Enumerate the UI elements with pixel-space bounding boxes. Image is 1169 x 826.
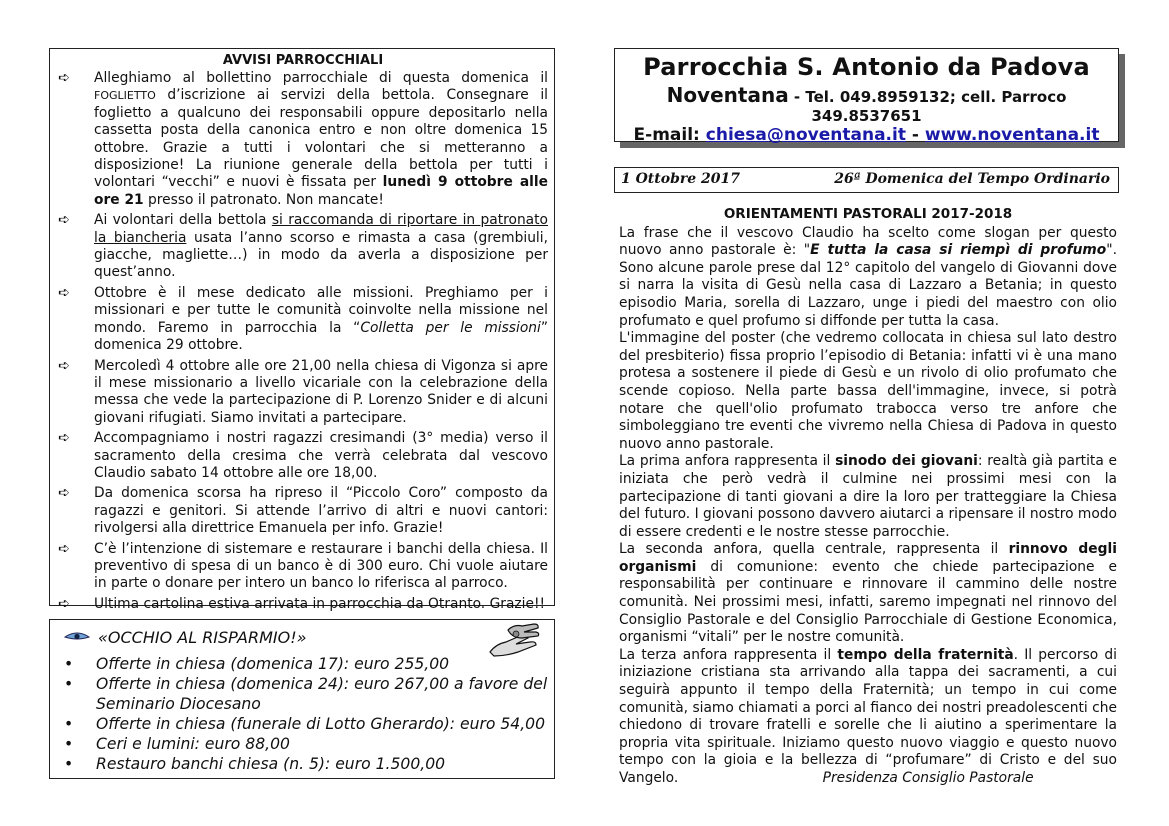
web-line: E-mail: chiesa@noventana.it - www.noventana.it bbox=[633, 125, 1100, 145]
issue-date: 1 Ottobre 2017 bbox=[621, 171, 740, 187]
right-arrow-icon: ➪ bbox=[58, 485, 70, 502]
email-link[interactable]: chiesa@noventana.it bbox=[705, 125, 906, 145]
date-bar bbox=[614, 167, 1119, 193]
eye-icon bbox=[64, 631, 90, 641]
website-link[interactable]: www.noventana.it bbox=[924, 125, 1100, 145]
occhio-header bbox=[58, 626, 548, 654]
avvisi-title: AVVISI PARROCCHIALI bbox=[222, 53, 384, 68]
article-paragraph: La prima anfora rappresenta il sinodo dei giovani: realtà già partita e iniziata che però vedrà il culmine nei prossimi mesi con la partecipazione di tanti giovani a dire la loro per tratteggiare la Chiesa del futuro. I giovani possono davvero aiutarci a ripensare il nostro modo di essere credenti e le nostre stesse parrocchie. bbox=[619, 453, 1117, 540]
right-arrow-icon: ➪ bbox=[58, 357, 70, 374]
right-arrow-icon: ➪ bbox=[58, 284, 70, 301]
occhio-box bbox=[49, 619, 555, 779]
town-name: Noventana bbox=[666, 83, 789, 107]
avvisi-box bbox=[49, 48, 555, 612]
article-signature: Presidenza Consiglio Pastorale bbox=[822, 770, 1034, 786]
list-item: • Ceri e lumini: euro 88,00 bbox=[64, 735, 290, 753]
right-arrow-icon: ➪ bbox=[58, 70, 70, 86]
avviso-item: ➪ Ottobre è il mese dedicato alle missioni. Preghiamo per i missionari e per tutte le comunità coinvolte nella missione nel mondo. Faremo in parrocchia la “Colletta per le missioni” domenica 29 ottobre. bbox=[58, 284, 548, 354]
article-title: ORIENTAMENTI PASTORALI 2017-2018 bbox=[723, 206, 1013, 222]
parish-name: Parrocchia S. Antonio da Padova bbox=[643, 53, 1090, 81]
right-arrow-icon: ➪ bbox=[58, 430, 70, 447]
list-item: • Restauro banchi chiesa (n. 5): euro 1.500,00 bbox=[64, 755, 446, 773]
avviso-item: ➪ Alleghiamo al bollettino parrocchiale di questa domenica il FOGLIETTO d’iscrizione ai servizi della bettola. Consegnare il foglietto a qualcuno dei responsabili oppure depositarlo nella cassetta posta della canonica entro e non oltre domenica 15 ottobre. Grazie a tutti i volontari che si metteranno a disposizione! La riunione generale della bettola per tutti i volontari “vecchi” e nuovi è fissata per lunedì 9 ottobre alle ore 21 presso il patronato. Non mancate! bbox=[58, 70, 548, 208]
parish-header bbox=[614, 48, 1119, 145]
article-paragraph: L'immagine del poster (che vedremo collocata in chiesa sul lato destro del presbiterio) fissa proprio l’episodio di Betania: infatti vi è una mano protesa a sostenere il piede di Gesù e un rivolo di olio profumato che scende copioso. Nella parte bassa dell'immagine, invece, si potrà notare che quell'olio profumato trabocca verso tre anfore che simboleggiano tre eventi che vivremo nella Chiesa di Padova in questo nuovo anno pastorale. bbox=[619, 330, 1117, 452]
avviso-item: ➪ Ai volontari della bettola si raccomanda di riportare in patronato la biancheria usata l’anno scorso e rimasta a casa (grembiuli, giacche, magliette…) in modo da averla a disposizione per quest’anno. bbox=[58, 212, 548, 281]
article-paragraph: La seconda anfora, quella centrale, rappresenta il rinnovo degli organismi di comunione: evento che chiede partecipazione e responsabilità per continuare e rinnovare il cammino delle nostre comunità. Nei prossimi mesi, infatti, saremo impegnati nel rinnovo del Consiglio Pastorale e del Consiglio Parrocchiale di Gestione Economica, organismi “vitali” per le nostre comunità. bbox=[619, 541, 1117, 646]
right-arrow-icon: ➪ bbox=[58, 212, 70, 229]
article bbox=[619, 206, 1117, 788]
avviso-item: ➪ Ultima cartolina estiva arrivata in parrocchia da Otranto. Grazie!! bbox=[58, 595, 546, 612]
occhio-title: «OCCHIO AL RISPARMIO!» bbox=[98, 628, 307, 647]
avviso-item: ➪ C’è l’intenzione di sistemare e restaurare i banchi della chiesa. Il preventivo di spesa di un banco è di 300 euro. Chi vuole aiutare in parte o donare per intero un banco lo riferisca al parroco. bbox=[58, 540, 548, 592]
list-item: • Offerte in chiesa (funerale di Lotto Gherardo): euro 54,00 bbox=[64, 715, 546, 733]
offering-hands-icon bbox=[486, 622, 542, 658]
article-paragraph: La terza anfora rappresenta il tempo della fraternità. Il percorso di iniziazione cristiana sta arrivando alla tappa dei sacramenti, a cui seguirà appunto il tempo della Fraternità; un tempo in cui come comunità, siamo chiamati a porci al fianco dei nostri preadolescenti che chiedono di trovare fratelli e sorelle che li aiutino a sperimentare la propria vita spirituale. Iniziamo questo nuovo viaggio e questo nuovo tempo con la gioia e la bellezza di “profumare” di Cristo e del suo Vangelo. Presidenza Consiglio Pastorale bbox=[619, 646, 1117, 786]
liturgical-sunday: 26ª Domenica del Tempo Ordinario bbox=[834, 171, 1110, 187]
right-arrow-icon: ➪ bbox=[58, 540, 70, 557]
contact-line: Noventana - Tel. 049.8959132; cell. Parroco 349.8537651 bbox=[666, 83, 1067, 125]
right-arrow-icon: ➪ bbox=[58, 595, 70, 612]
avviso-item: ➪ Accompagniamo i nostri ragazzi cresimandi (3° media) verso il sacramento della cresima che verrà celebrata dal vescovo Claudio sabato 14 ottobre alle ore 18,00. bbox=[58, 430, 548, 481]
avviso-item: ➪ Da domenica scorsa ha ripreso il “Piccolo Coro” composto da ragazzi e genitori. Si attende l’arrivo di altri e nuovi cantori: rivolgersi alla direttrice Emanuela per info. Grazie! bbox=[58, 485, 548, 537]
article-paragraph: La frase che il vescovo Claudio ha scelto come slogan per questo nuovo anno pastorale è: "E tutta la casa si riempì di profumo". Sono alcune parole prese dal 12° capitolo del vangelo di Giovanni dove si narra la visita di Gesù nella casa di Lazzaro a Betania; in questo episodio Maria, sorella di Lazzaro, unge i piedi del maestro con olio profumato e quel profumo si diffonde per tutta la casa. bbox=[619, 224, 1117, 329]
occhio-list bbox=[58, 654, 548, 774]
list-item: • Offerte in chiesa (domenica 24): euro 267,00 a favore del Seminario Diocesano bbox=[64, 675, 548, 713]
list-item: • Offerte in chiesa (domenica 17): euro 255,00 bbox=[64, 655, 450, 673]
phone-numbers: Tel. 049.8959132; cell. Parroco 349.8537651 bbox=[805, 88, 1067, 125]
avviso-item: ➪ Mercoledì 4 ottobre alle ore 21,00 nella chiesa di Vigonza si apre il mese missionario a livello vicariale con la celebrazione della messa che vede la partecipazione di P. Lorenzo Snider e di alcuni giovani rifugiati. Siamo invitati a partecipare. bbox=[58, 357, 548, 426]
